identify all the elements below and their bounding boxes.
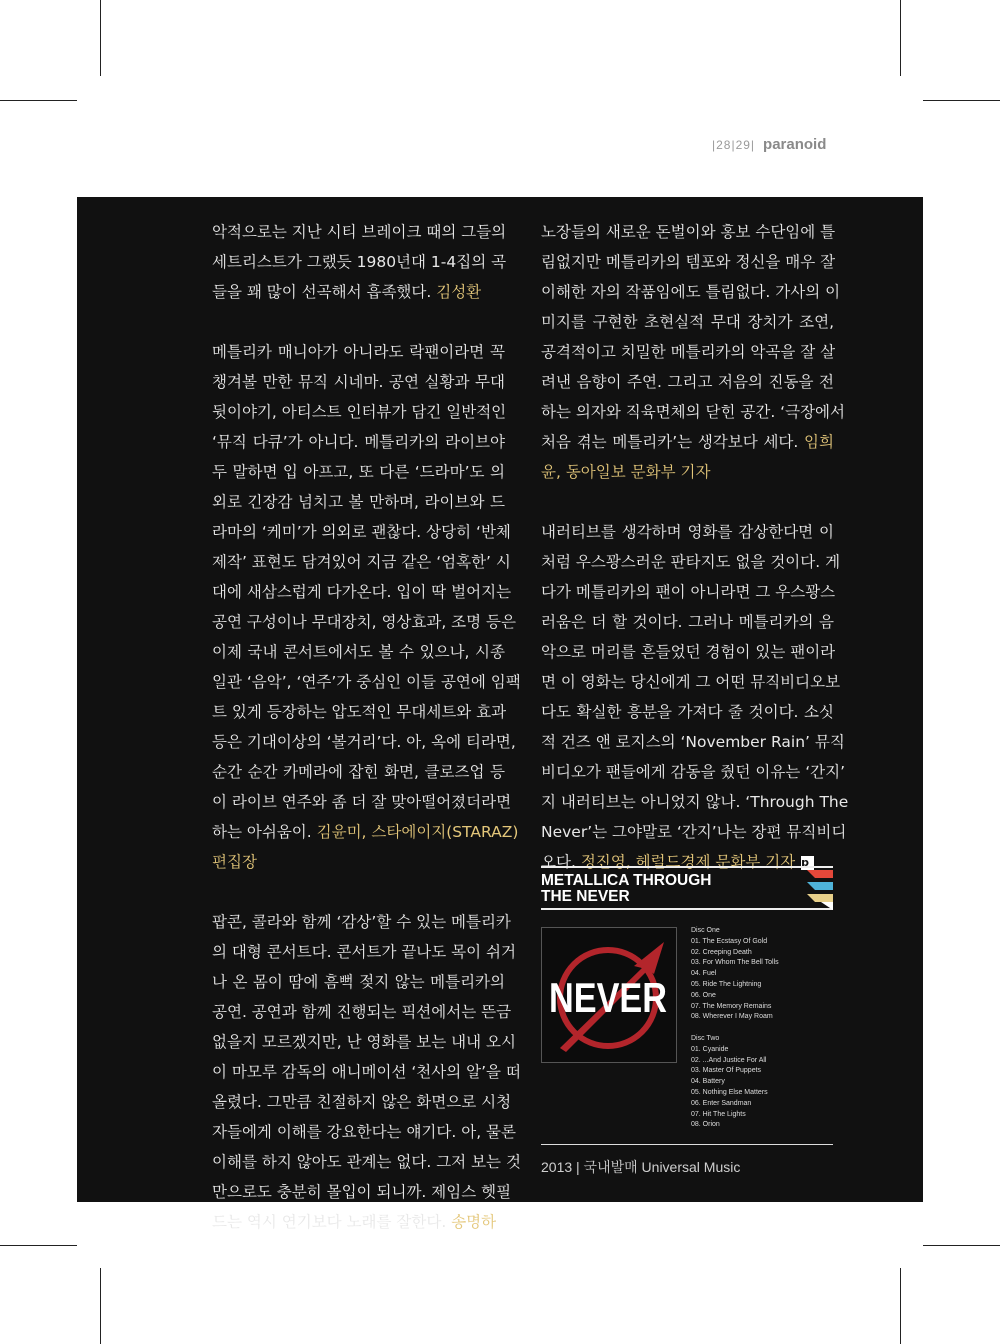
body-text: 다도 확실한 흥분을 가져다 줄 것이다. 소싯 [541,703,834,721]
track-item: 05. Nothing Else Matters [691,1088,768,1096]
text-line [541,217,834,247]
author-credit: 편집장 [212,853,257,871]
text-line [541,397,846,427]
crop-mark [100,0,101,76]
text-line [212,637,505,667]
body-text: 이 마모루 감독의 애니메이션 ‘천사의 알’을 떠 [212,1063,521,1081]
body-text: 처럼 우스꽝스러운 판타지도 없을 것이다. 게 [541,553,841,571]
text-line [212,1087,512,1117]
body-text: 들을 꽤 많이 선곡해서 흡족했다. [212,283,437,301]
text-line [212,787,512,817]
body-text: 팝콘, 콜라와 함께 ‘감상’할 수 있는 메틀리카 [212,913,511,931]
text-line [541,247,834,277]
track-item: 01. Cyanide [691,1045,729,1053]
body-text: 비디오가 팬들에게 감동을 줬던 이유는 ‘간지’ [541,763,846,781]
tracklist [691,926,779,1131]
body-text: 미지를 구현한 초현실적 무대 장치가 조연, [541,313,834,331]
text-line [212,487,505,517]
text-line [212,1177,512,1207]
body-text: 적 건즈 앤 로지스의 ‘November Rain’ 뮤직 [541,733,845,751]
disc-label: Disc One [691,927,720,934]
paragraph [212,217,505,307]
text-line [212,1147,521,1177]
body-text: 대에 새삼스럽게 다가온다. 입이 딱 벌어지는 [212,583,512,601]
track-item: 04. Battery [691,1078,725,1086]
text-line [541,817,847,847]
album-cover [541,927,677,1063]
text-line [212,1207,505,1237]
body-text: 두 말하면 입 아프고, 또 다른 ‘드라마’도 의 [212,463,505,481]
crop-mark [0,100,77,101]
album-cover-art [542,928,676,1062]
album-title-line: METALLICA THROUGH [541,872,712,889]
body-text: 이 라이브 연주와 좀 더 잘 맞아떨어졌더라면 [212,793,512,811]
text-line [212,607,517,637]
body-text: 일관 ‘음악’, ‘연주’가 중심인 이들 공연에 임팩 [212,673,521,691]
body-text: 뒷이야기, 아티스트 인터뷰가 담긴 일반적인 [212,403,507,421]
body-text: 노장들의 새로운 돈벌이와 홍보 수단임에 틀 [541,223,836,241]
text-line [541,517,834,547]
text-line [212,217,505,247]
body-text: ‘뮤직 다큐’가 아니다. 메틀리카의 라이브야 [212,433,505,451]
body-text: 처음 겪는 메틀리카’는 생각보다 세다. [541,433,805,451]
author-credit: 임희 [804,433,834,451]
text-line [212,367,505,397]
text-line [541,667,841,697]
text-line [541,277,841,307]
body-text: 악으로 머리를 흔들었던 경험이 있는 팬이라 [541,643,836,661]
body-text: 오다. [541,853,581,871]
body-text: 공연. 공연과 함께 진행되는 픽션에서는 뜬금 [212,1003,512,1021]
body-text: 악적으로는 지난 시티 브레이크 때의 그들의 [212,223,507,241]
body-text: 이제 국내 콘서트에서도 볼 수 있으나, 시종 [212,643,505,661]
body-text: 메틀리카 매니아가 아니라도 락팬이라면 꼭 [212,343,505,361]
body-text: 면 이 영화는 당신에게 그 어떤 뮤직비디오보 [541,673,841,691]
body-text: 공격적이고 치밀한 메틀리카의 악곡을 잘 살 [541,343,836,361]
spacer [691,1023,779,1034]
body-text: 올렸다. 그만큼 친절하지 않은 화면으로 시청 [212,1093,512,1111]
track-item: 05. Ride The Lightning [691,980,762,988]
body-text: 만으로도 충분히 몰입이 되니까. 제임스 헷필 [212,1183,512,1201]
paragraph [541,217,846,487]
paragraph [212,907,521,1237]
paragraph [212,337,521,877]
page-folio [712,136,826,153]
text-line [212,1057,521,1087]
paragraph [541,517,849,877]
body-text: 챙겨볼 만한 뮤직 시네마. 공연 실황과 무대 [212,373,505,391]
text-line [212,337,505,367]
crop-mark [923,1245,1000,1246]
body-text: 이해한 자의 작품임에도 틀림없다. 가사의 이 [541,283,841,301]
body-text: 트 있게 등장하는 압도적인 무대세트와 효과 [212,703,507,721]
text-line [541,637,834,667]
body-text: 공연 구성이나 무대장치, 영상효과, 조명 등은 [212,613,517,631]
text-line [541,307,834,337]
crop-mark [900,0,901,76]
body-text: 외로 긴장감 넘치고 볼 만하며, 라이브와 드 [212,493,505,511]
crop-mark [100,1268,101,1344]
track-item: 07. Hit The Lights [691,1110,746,1118]
body-text: 하는 아쉬움이. [212,823,317,841]
album-release-info: 2013 | 국내발매 Universal Music [541,1144,833,1177]
body-text: 순간 순간 카메라에 잡힌 화면, 클로즈업 등 [212,763,505,781]
body-text: 러움은 더 할 것이다. 그러나 메틀리카의 음 [541,613,834,631]
crop-mark [923,100,1000,101]
author-credit: 정진영, 헤럴드경제 문화부 기자 [580,853,796,871]
body-text: 의 대형 콘서트다. 콘서트가 끝나도 목이 쉬거 [212,943,517,961]
text-line [541,577,834,607]
track-item: 06. Enter Sandman [691,1099,752,1107]
text-line [212,727,516,757]
crop-mark [900,1268,901,1344]
cover-title: NEVER [549,974,667,1021]
body-text: 하는 의자와 직육면체의 닫힌 공간. ‘극장에서 [541,403,846,421]
stripes-icon [807,868,833,912]
album-title-line: THE NEVER [541,888,630,905]
body-text: 림없지만 메틀리카의 템포와 정신을 매우 잘 [541,253,836,271]
text-line [541,367,834,397]
track-item: 01. The Ecstasy Of Gold [691,937,768,945]
track-item: 03. For Whom The Bell Tolls [691,959,779,967]
track-item: 07. The Memory Remains [691,1002,772,1010]
text-line [212,817,519,847]
track-item: 03. Master Of Puppets [691,1067,762,1075]
text-line [212,577,512,607]
author-credit: 김성환 [436,283,482,301]
disc-label: Disc Two [691,1034,720,1042]
text-line [212,667,521,697]
text-line [212,277,505,307]
text-line [541,727,845,757]
text-line [212,247,505,277]
album-title [541,866,833,910]
text-line [541,607,834,637]
body-text: 나 온 몸이 땀에 흠뻑 젖지 않는 메틀리카의 [212,973,505,991]
track-item: 06. One [691,991,716,999]
text-line [212,937,517,967]
text-line [212,907,511,937]
body-text: 지 내러티브는 아니었지 않나. ‘Through The [541,793,849,811]
body-text: 내러티브를 생각하며 영화를 감상한다면 이 [541,523,834,541]
text-line [212,1027,517,1057]
text-line [541,457,834,487]
body-text: 다가 메틀리카의 팬이 아니라면 그 우스꽝스 [541,583,836,601]
body-text: 제작’ 표현도 담겨있어 지금 같은 ‘엄혹한’ 시 [212,553,511,571]
end-mark-icon: p [801,856,814,870]
text-line [212,427,505,457]
text-line [212,397,505,427]
author-credit: 윤, 동아일보 문화부 기자 [541,463,711,481]
album-info [541,866,833,1175]
text-line [541,337,834,367]
body-text: 세트리스트가 그랬듯 1980년대 1-4집의 곡 [212,253,507,271]
magazine-logo: paranoid [763,136,827,153]
text-line [541,547,841,577]
body-text: Never’는 그야말로 ‘간지’나는 장편 뮤직비디 [541,823,847,841]
author-credit: 김윤미, 스타에이지(STARAZ) [316,823,519,841]
track-item: 02. Creeping Death [691,948,752,956]
body-text: 라마의 ‘케미’가 의외로 괜찮다. 상당히 ‘반체 [212,523,511,541]
body-text: 등은 기대이상의 ‘볼거리’다. 아, 옥에 티라면, [212,733,516,751]
track-item: 04. Fuel [691,970,717,978]
text-line [212,457,505,487]
crop-mark [0,1245,77,1246]
track-item: 08. Wherever I May Roam [691,1013,773,1021]
body-text: 드는 역시 연기보다 노래를 잘한다. [212,1213,452,1231]
page-numbers: |28|29| [712,138,756,152]
left-column [212,217,521,1267]
author-credit: 송명하 [451,1213,497,1231]
track-item: 08. Orion [691,1121,720,1129]
right-column [541,217,849,907]
text-line [212,547,511,577]
text-line [212,697,505,727]
text-line [541,427,834,457]
text-line [541,787,849,817]
body-text: 없을지 모르겠지만, 난 영화를 보는 내내 오시 [212,1033,517,1051]
text-line [212,1117,517,1147]
text-line [541,697,834,727]
body-text: 려낸 음향이 주연. 그리고 저음의 진동을 전 [541,373,834,391]
text-line [212,517,511,547]
body-text: 이해를 하지 않아도 관계는 없다. 그저 보는 것 [212,1153,521,1171]
track-item: 02. ...And Justice For All [691,1056,767,1064]
text-line [212,967,505,997]
text-line [541,757,846,787]
body-text: 자들에게 이해를 강요한다는 얘기다. 아, 물론 [212,1123,517,1141]
text-line [212,757,505,787]
text-line [212,997,512,1027]
text-line [212,847,505,877]
